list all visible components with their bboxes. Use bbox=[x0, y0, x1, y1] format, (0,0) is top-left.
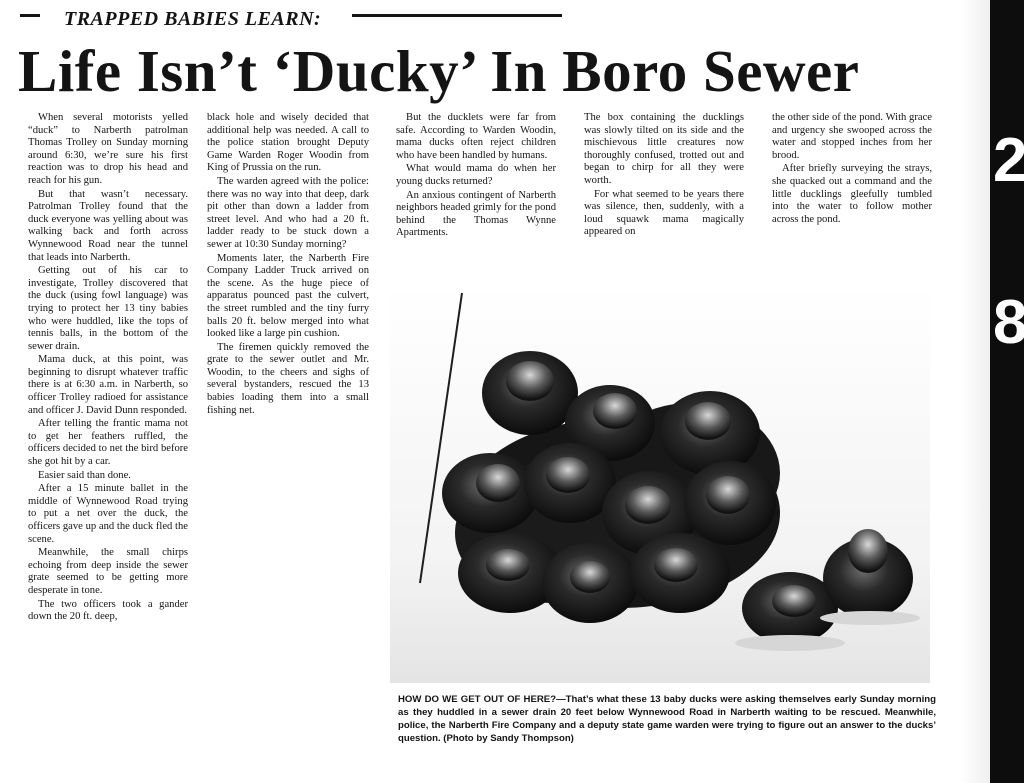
paragraph: What would mama do when her young ducks returned? bbox=[396, 163, 556, 187]
article-column-1 bbox=[28, 112, 188, 625]
edge-digit: 8 bbox=[993, 288, 1028, 357]
kicker-rule bbox=[352, 14, 562, 17]
article-column-2 bbox=[207, 112, 369, 418]
headline: Life Isn’t ‘Ducky’ In Boro Sewer bbox=[18, 38, 860, 104]
kicker-rule-left bbox=[20, 14, 40, 17]
paragraph: For what seemed to be years there was silence, then, suddenly, with a loud squawk mama magically appeared on bbox=[584, 188, 744, 238]
paragraph: Meanwhile, the small chirps echoing from deep inside the sewer grate seemed to be getting more desperate in tone. bbox=[28, 547, 188, 596]
paragraph: black hole and wisely decided that additional help was needed. A call to the police station brought Deputy Game Warden Roger Woodin from King of Prussia on the run. bbox=[207, 112, 369, 174]
paragraph: After a 15 minute ballet in the middle of Wynnewood Road trying to put a net over the duck, the officers gave up and the duck fled the scene. bbox=[28, 483, 188, 545]
paragraph: The two officers took a gander down the 20 ft. deep, bbox=[28, 598, 188, 623]
paragraph: The firemen quickly removed the grate to the sewer outlet and Mr. Woodin, to the cheers and sighs of several bystanders, rescued the 13 babies loading them into a small fishing net. bbox=[207, 341, 369, 416]
paragraph: the other side of the pond. With grace and urgency she swooped across the water and stopped inches from her brood. bbox=[772, 112, 932, 161]
paragraph: Easier said than done. bbox=[38, 469, 131, 481]
paragraph: After briefly surveying the strays, she quacked out a command and the little ducklings gleefully tumbled into the water to follow mother across the pond. bbox=[772, 163, 932, 225]
paragraph: The warden agreed with the police: there was no way into that deep, dark pit other than down a ladder from street level. And who had a 20 ft. ladder ready to be stuck down a sewer at 10:30 Sunday morning? bbox=[207, 175, 369, 250]
photo-caption bbox=[398, 693, 936, 745]
paragraph: But that wasn’t necessary. Patrolman Trolley found that the duck everyone was yelling about was walking back and forth across Wynnewood Road near the tunnel that leads into Narberth. bbox=[28, 188, 188, 263]
paragraph: Moments later, the Narberth Fire Company Ladder Truck arrived on the scene. As the huge piece of apparatus pounced past the culvert, the street rumbled and the tiny furry balls 20 ft. below merged into what looked like a large pin cushion. bbox=[207, 252, 369, 340]
ducklings-photo-graphic bbox=[390, 283, 930, 683]
paragraph: The box containing the ducklings was slowly tilted on its side and the mischievous little creatures now thoroughly confused, trotted out and began to chirp for all they were worth. bbox=[584, 112, 744, 186]
article-column-3 bbox=[396, 112, 556, 241]
page-gutter bbox=[960, 0, 990, 783]
paragraph: Mama duck, at this point, was beginning to disrupt whatever traffic there is at 6:30 a.m. in Narberth, so officer Trolley radioed for assistance and officer J. David Dunn responded. bbox=[28, 354, 188, 416]
paragraph: But the ducklets were far from safe. According to Warden Woodin, mama ducks often reject children who have been handled by humans. bbox=[396, 112, 556, 161]
paragraph: When several motorists yelled “duck” to Narberth patrolman Thomas Trolley on Sunday morning around 6:30, we’re sure his first reaction was to drop his head and reach for his gun. bbox=[28, 112, 188, 186]
ducklings-photo bbox=[390, 283, 930, 683]
paragraph: After telling the frantic mama not to get her feathers ruffled, the officers decided to net the bird before she got hit by a car. bbox=[28, 418, 188, 468]
kicker-text: TRAPPED BABIES LEARN: bbox=[64, 8, 322, 30]
edge-digit: 2 bbox=[993, 126, 1028, 195]
caption-body: —That’s what these 13 baby ducks were asking themselves early Sunday morning as they huddled in a sewer drain 20 feet below Wynnewood Road in Narberth waiting to be rescued. Meanwhile, police, the Narberth Fire Company and a deputy state game warden were trying to figure out an answer to the ducks’ question. (Photo by Sandy Thompson) bbox=[398, 694, 937, 744]
article-column-4 bbox=[584, 112, 744, 240]
scan-edge-bar bbox=[990, 0, 1024, 783]
paragraph: An anxious contingent of Narberth neighbors headed grimly for the pond behind the Thomas Wynne Apartments. bbox=[396, 189, 556, 239]
paragraph: Getting out of his car to investigate, Trolley discovered that the duck (using fowl language) was trying to protect her 13 tiny babies who were huddled, like the tops of tennis balls, in the bottom of the sewer drain. bbox=[28, 265, 188, 352]
article-column-5 bbox=[772, 112, 932, 227]
caption-lead: HOW DO WE GET OUT OF HERE? bbox=[398, 694, 557, 705]
